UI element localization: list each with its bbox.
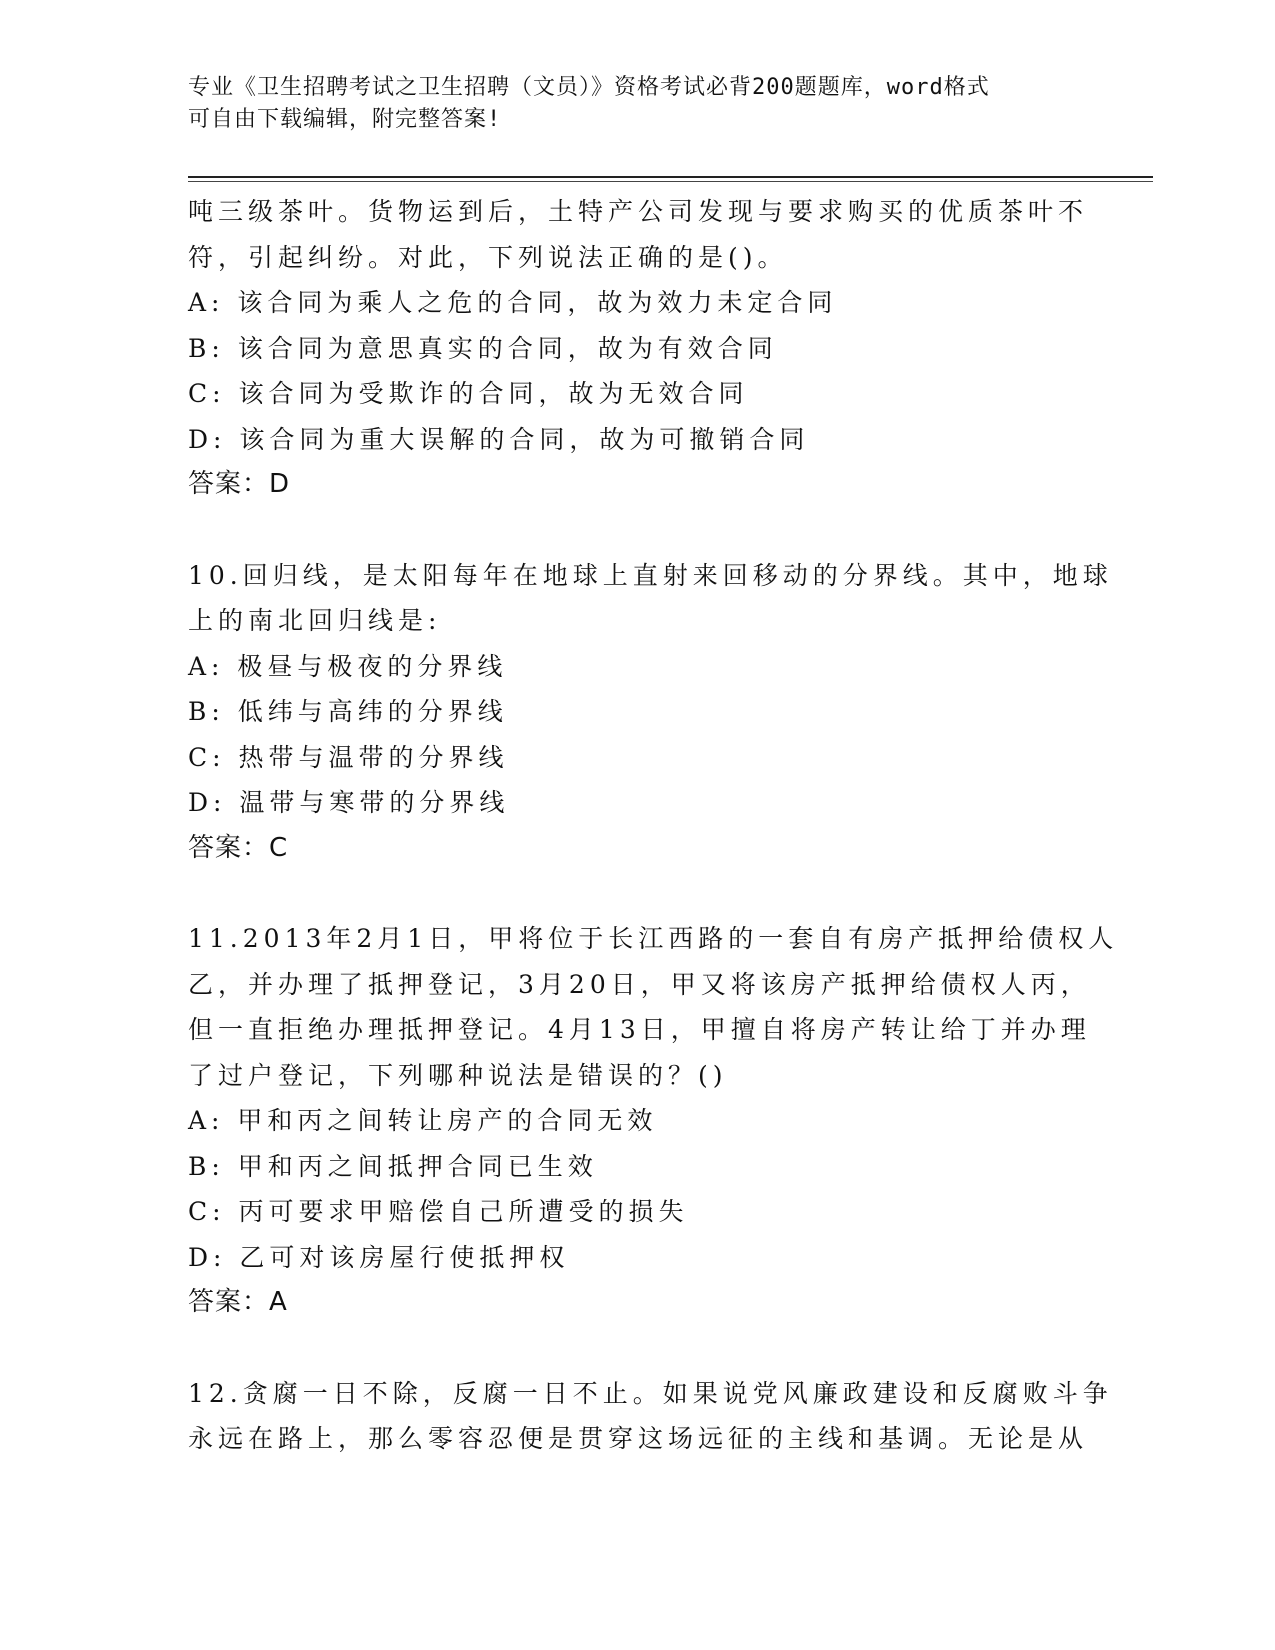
question-stem-line: 了过户登记，下列哪种说法是错误的？()	[188, 1060, 728, 1090]
question-stem-line: 12.贪腐一日不除，反腐一日不止。如果说党风廉政建设和反腐败斗争	[188, 1378, 1113, 1408]
answer: 答案：A	[188, 1287, 288, 1317]
question-stem-line: 11.2013年2月1日，甲将位于长江西路的一套自有房产抵押给债权人	[188, 924, 1119, 953]
question-stem-line: 乙，并办理了抵押登记，3月20日，甲又将该房产抵押给债权人丙，	[188, 969, 1091, 999]
option-b: B: 低纬与高纬的分界线	[188, 697, 508, 726]
question-10	[188, 553, 1113, 872]
header-title-line-1: 专业《卫生招聘考试之卫生招聘（文员）》资格考试必背200题题库，word格式	[188, 75, 990, 100]
answer: 答案：D	[188, 469, 291, 499]
question-content	[188, 189, 1119, 1462]
option-d: D: 该合同为重大误解的合同，故为可撤销合同	[188, 424, 810, 454]
question-stem-line: 吨三级茶叶。货物运到后，土特产公司发现与要求购买的优质茶叶不	[188, 197, 1089, 226]
question-11	[188, 916, 1119, 1326]
header-divider-thin	[188, 181, 1153, 182]
option-b: B: 该合同为意思真实的合同，故为有效合同	[188, 333, 778, 363]
question-9	[188, 189, 1088, 508]
question-stem-line: 永远在路上，那么零容忍便是贯穿这场远征的主线和基调。无论是从	[188, 1424, 1089, 1453]
header-title-line-2: 可自由下载编辑，附完整答案!	[188, 107, 502, 132]
option-c: C: 丙可要求甲赔偿自己所遭受的损失	[188, 1197, 689, 1226]
document-header	[188, 72, 1078, 136]
question-stem-line: 10.回归线，是太阳每年在地球上直射来回移动的分界线。其中，地球	[188, 560, 1113, 590]
option-a: A: 极昼与极夜的分界线	[188, 651, 508, 681]
question-12	[188, 1371, 1113, 1462]
answer: 答案：C	[188, 832, 289, 863]
question-stem-line: 符，引起纠纷。对此，下列说法正确的是()。	[188, 242, 788, 272]
option-d: D: 乙可对该房屋行使抵押权	[188, 1242, 570, 1272]
header-divider-thick	[188, 176, 1153, 178]
option-c: C: 热带与温带的分界线	[188, 742, 509, 772]
option-b: B: 甲和丙之间抵押合同已生效	[188, 1151, 598, 1181]
option-a: A: 甲和丙之间转让房产的合同无效	[188, 1106, 658, 1135]
question-stem-line: 但一直拒绝办理抵押登记。4月13日，甲擅自将房产转让给丁并办理	[188, 1015, 1091, 1044]
question-stem-line: 上的南北回归线是:	[188, 606, 442, 635]
option-a: A: 该合同为乘人之危的合同，故为效力未定合同	[188, 288, 838, 317]
option-c: C: 该合同为受欺诈的合同，故为无效合同	[188, 379, 749, 408]
option-d: D: 温带与寒带的分界线	[188, 788, 510, 817]
